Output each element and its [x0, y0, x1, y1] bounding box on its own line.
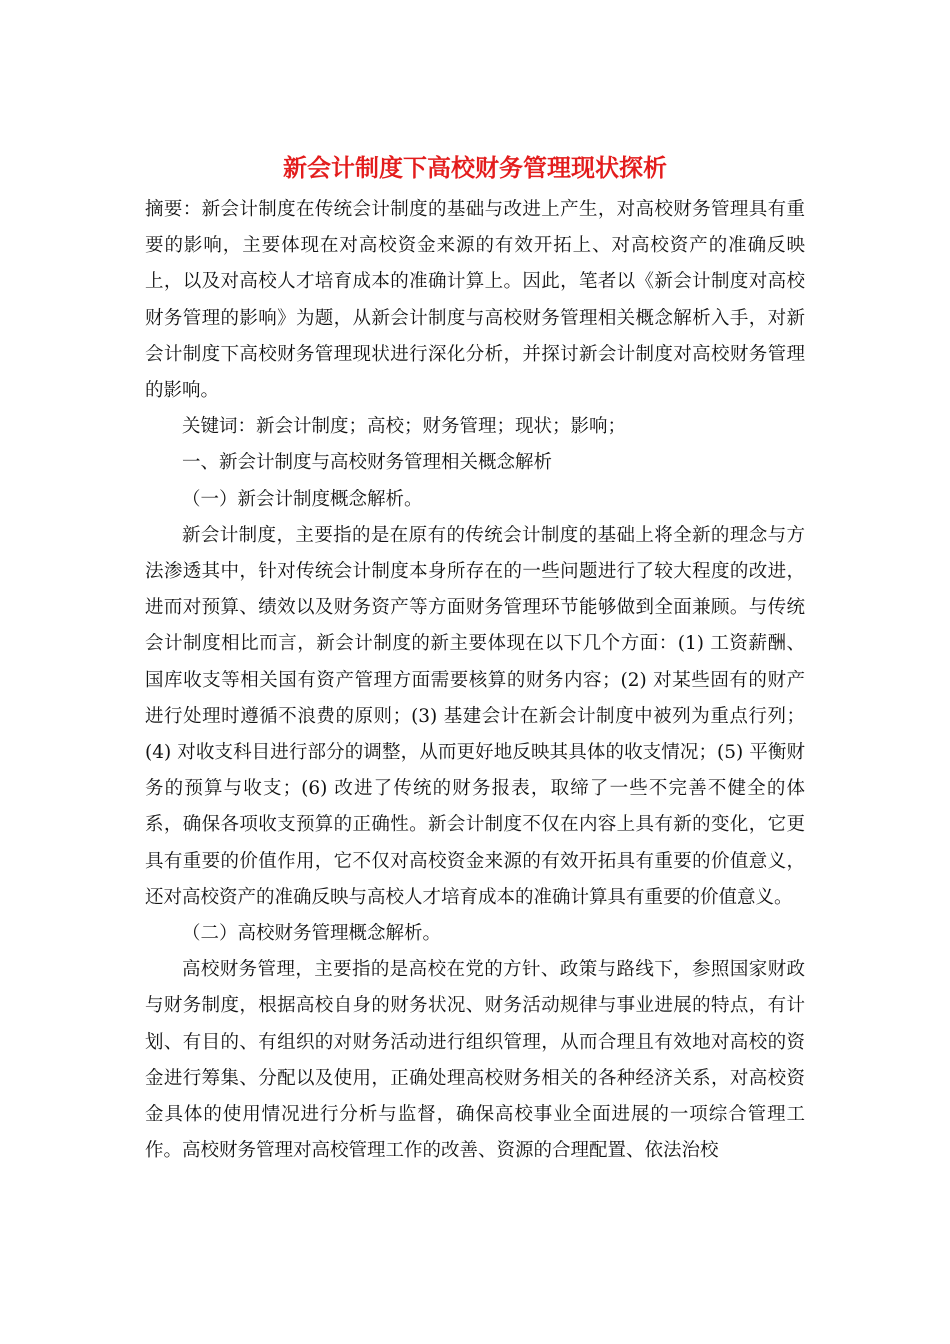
body-paragraph-2: 高校财务管理，主要指的是高校在党的方针、政策与路线下，参照国家财政与财务制度，根据高校自身的财务状况、财务活动规律与事业进展的特点，有计划、有目的、有组织的对财务活动进行组织管理，从而合理且有效地对高校的资金进行筹集、分配以及使用，正确处理高校财务相关的各种经济关系，对高校资金具体的使用情况进行分析与监督，确保高校事业全面进展的一项综合管理工作。高校财务管理对高校管理工作的改善、资源的合理配置、依法治校 — [145, 959, 805, 1162]
subsection-heading-2: （二）高校财务管理概念解析。 — [182, 923, 442, 945]
section-heading-1: 一、新会计制度与高校财务管理相关概念解析 — [182, 452, 553, 474]
subsection-heading-1: （一）新会计制度概念解析。 — [182, 488, 423, 510]
keywords-line: 关键词：新会计制度；高校；财务管理；现状；影响； — [182, 416, 627, 438]
abstract-paragraph: 摘要：新会计制度在传统会计制度的基础与改进上产生，对高校财务管理具有重要的影响，主要体现在对高校资金来源的有效开拓上、对高校资产的准确反映上，以及对高校人才培育成本的准确计算上。因此，笔者以《新会计制度对高校财务管理的影响》为题，从新会计制度与高校财务管理相关概念解析入手，对新会计制度下高校财务管理现状进行深化分析，并探讨新会计制度对高校财务管理的影响。 — [145, 199, 805, 402]
document-body — [145, 192, 805, 1169]
document-title: 新会计制度下高校财务管理现状探析 — [283, 153, 667, 182]
body-paragraph-1: 新会计制度，主要指的是在原有的传统会计制度的基础上将全新的理念与方法渗透其中，针对传统会计制度本身所存在的一些问题进行了较大程度的改进，进而对预算、绩效以及财务资产等方面财务管理环节能够做到全面兼顾。与传统会计制度相比而言，新会计制度的新主要体现在以下几个方面：(1) 工资薪酬、国库收支等相关国有资产管理方面需要核算的财务内容；(2) 对某些固有的财产进行处理时遵循不浪费的原则；(3) 基建会计在新会计制度中被列为重点行列；(4) 对收支科目进行部分的调整，从而更好地反映其具体的收支情况；(5) 平衡财务的预算与收支；(6) 改进了传统的财务报表，取缔了一些不完善不健全的体系，确保各项收支预算的正确性。新会计制度不仅在内容上具有新的变化，它更具有重要的价值作用，它不仅对高校资金来源的有效开拓具有重要的价值意义，还对高校资产的准确反映与高校人才培育成本的准确计算具有重要的价值意义。 — [145, 524, 805, 908]
